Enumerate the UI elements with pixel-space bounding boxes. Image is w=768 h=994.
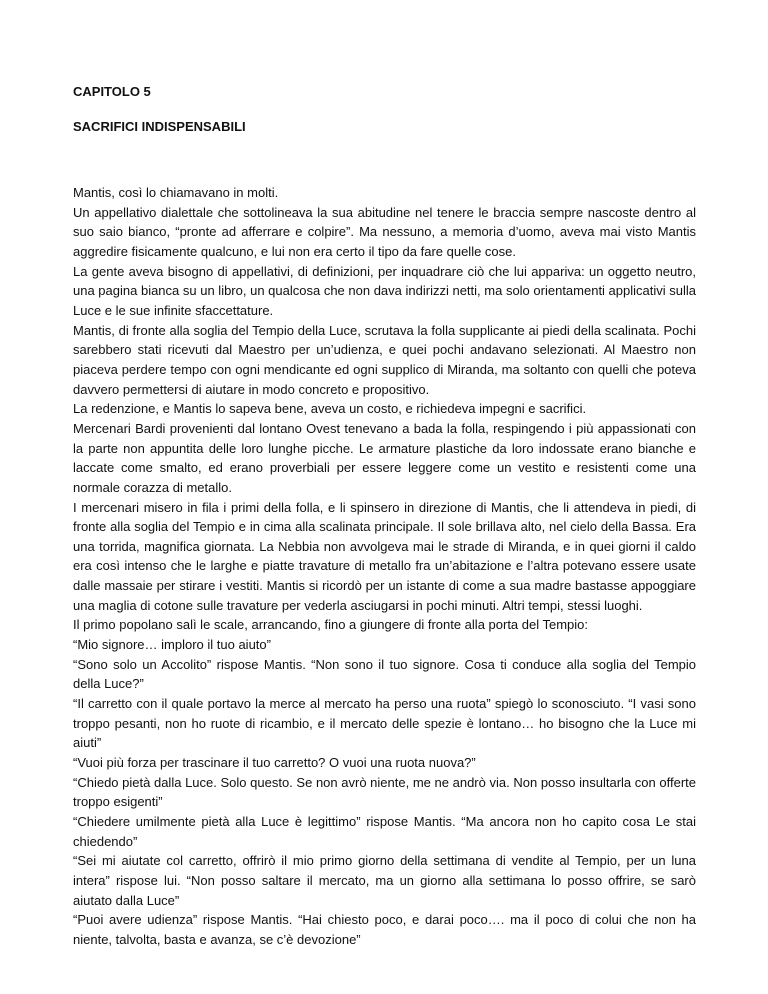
dialogue-line: “Mio signore… imploro il tuo aiuto” [73, 637, 271, 653]
paragraph: Mercenari Bardi provenienti dal lontano Ovest tenevano a bada la folla, respingendo i più appassionati con la parte non appuntita delle loro lunghe picche. Le armature plastiche da loro indossate erano bianche e laccate come smalto, ed erano proverbiali per essere leggere come un vestito e resistenti come una normale corazza di metallo. [73, 420, 696, 495]
dialogue-line: “Il carretto con il quale portavo la merce al mercato ha perso una ruota” spiegò lo sconosciuto. “I vasi sono troppo pesanti, non ho ruote di ricambio, e il mercato delle spezie è lontano… ho bisogno che la Luce mi aiuti” [73, 696, 696, 751]
paragraph: La redenzione, e Mantis lo sapeva bene, aveva un costo, e richiedeva impegni e sacrifici. [73, 401, 587, 417]
paragraph: Mantis, di fronte alla soglia del Tempio della Luce, scrutava la folla supplicante ai piedi della scalinata. Pochi sarebbero stati ricevuti dal Maestro per un’udienza, e quei pochi andavano selezionati. Al Maestro non piaceva perdere tempo con ogni mendicante ed ogni supplico di Miranda, ma soltanto con quelli che poteva davvero permettersi di aiutare in modo concreto e propositivo. [73, 322, 696, 397]
paragraph: Il primo popolano salì le scale, arrancando, fino a giungere di fronte alla porta del Tempio: [73, 617, 589, 633]
paragraph: Un appellativo dialettale che sottolineava la sua abitudine nel tenere le braccia sempre nascoste dentro al suo saio bianco, “pronte ad afferrare e colpire”. Ma nessuno, a memoria d’uomo, aveva mai visto Mantis aggredire fisicamente qualcuno, e lui non era certo il tipo da fare quelle cose. [73, 204, 696, 259]
paragraph: I mercenari misero in fila i primi della folla, e li spinsero in direzione di Mantis, che li attendeva in piedi, di fronte alla soglia del Tempio e in cima alla scalinata principale. Il sole brillava alto, nel cielo della Bassa. Era una torrida, magnifica giornata. La Nebbia non avvolgeva mai le strade di Miranda, e in quei giorni il caldo era così intenso che le larghe e piatte travature di metallo fra un’abitazione e l’altra potevano essere usate dalle massaie per stirare i vestiti. Mantis si ricordò per un istante di come a sua madre bastasse appoggiare una maglia di cotone sulle travature per vederla asciugarsi in pochi minuti. Altri tempi, stessi luoghi. [73, 499, 696, 613]
dialogue-line: “Sei mi aiutate col carretto, offrirò il mio primo giorno della settimana di vendite al Tempio, per un luna intera” rispose lui. “Non posso saltare il mercato, ma un giorno alla settimana lo posso offrire, se sarò aiutato dalla Luce” [73, 853, 696, 908]
dialogue-line: “Puoi avere udienza” rispose Mantis. “Hai chiesto poco, e darai poco…. ma il poco di colui che non ha niente, talvolta, basta e avanza, se c’è devozione” [73, 912, 696, 947]
dialogue-line: “Chiedere umilmente pietà alla Luce è legittimo” rispose Mantis. “Ma ancora non ho capito cosa Le stai chiedendo” [73, 814, 696, 849]
dialogue-line: “Chiedo pietà dalla Luce. Solo questo. Se non avrò niente, me ne andrò via. Non posso insultarla con offerte troppo esigenti” [73, 774, 696, 810]
paragraph: Mantis, così lo chiamavano in molti. [73, 185, 279, 200]
body-text [73, 183, 696, 950]
dialogue-line: “Vuoi più forza per trascinare il tuo carretto? O vuoi una ruota nuova?” [73, 755, 476, 771]
chapter-title: SACRIFICI INDISPENSABILI [73, 119, 246, 134]
paragraph: La gente aveva bisogno di appellativi, di definizioni, per inquadrare ciò che lui appariva: un oggetto neutro, una pagina bianca su un libro, un qualcosa che non dava indirizzi netti, ma solo orientamenti applicativi sulla Luce e le sue infinite sfaccettature. [73, 263, 696, 318]
chapter-number: CAPITOLO 5 [73, 84, 151, 99]
dialogue-line: “Sono solo un Accolito” rispose Mantis. “Non sono il tuo signore. Cosa ti conduce alla soglia del Tempio della Luce?” [73, 656, 696, 692]
